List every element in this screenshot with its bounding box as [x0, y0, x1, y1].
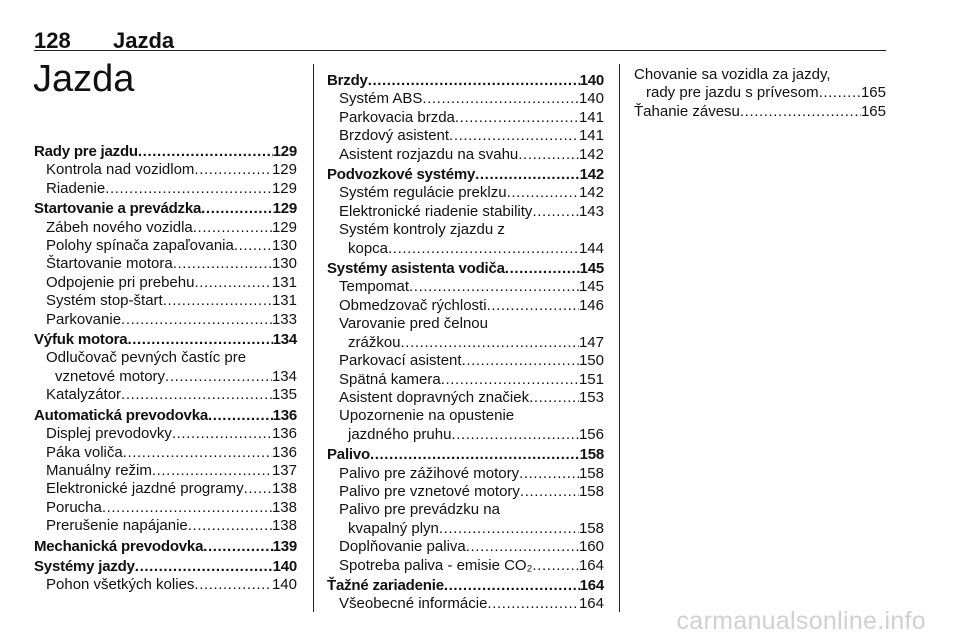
leader-dots [449, 127, 579, 145]
toc-entry[interactable] [327, 203, 604, 221]
toc-entry-label: Startovanie a prevádzka [34, 200, 202, 218]
toc-entry-label: Automatická prevodovka [34, 406, 208, 424]
leader-dots [466, 538, 579, 556]
leader-dots [152, 462, 272, 480]
toc-entry-label: Brzdy [327, 72, 368, 89]
toc-page-number: 129 [271, 179, 297, 197]
toc-entry-label: Elektronické jazdné programy [46, 480, 244, 498]
toc-entry[interactable] [34, 219, 297, 237]
toc-entry[interactable] [327, 109, 604, 127]
leader-dots [127, 331, 272, 349]
toc-entry-label: Asistent dopravných značiek [339, 388, 530, 406]
toc-heading[interactable] [34, 538, 297, 556]
leader-dots [505, 260, 580, 278]
toc-page-number: 137 [271, 461, 297, 479]
toc-entry-text: Palivo pre prevádzku na [339, 501, 500, 519]
toc-entry-label: Systém ABS [339, 90, 423, 108]
toc-entry-label: Displej prevodovky [46, 425, 172, 443]
toc-page-number: 129 [271, 161, 297, 179]
toc-page-number: 129 [271, 218, 297, 236]
leader-dots [487, 595, 579, 613]
toc-page-number: 140 [271, 576, 297, 594]
leader-dots [370, 446, 580, 464]
toc-entry[interactable] [327, 334, 604, 352]
toc-entry[interactable] [327, 90, 604, 108]
toc-page-number: 130 [271, 255, 297, 273]
toc-page-number: 141 [578, 127, 604, 145]
leader-dots [208, 407, 273, 425]
toc-entry-text: Varovanie pred čelnou [339, 315, 488, 333]
toc-entry-label: Kontrola nad vozidlom [46, 161, 195, 179]
toc-entry-label: Systémy jazdy [34, 557, 135, 575]
toc-entry[interactable] [34, 444, 297, 462]
leader-dots [172, 425, 272, 443]
toc-column-1 [34, 143, 297, 595]
toc-entry-label: Palivo pre vznetové motory [339, 482, 520, 500]
toc-entry[interactable] [634, 84, 886, 102]
toc-page-number: 136 [271, 425, 297, 443]
toc-entry[interactable] [34, 576, 297, 594]
toc-entry[interactable] [327, 297, 604, 315]
toc-entry-label: Prerušenie napájanie [46, 517, 188, 535]
toc-heading[interactable] [34, 558, 297, 576]
leader-dots [529, 389, 579, 407]
toc-entry[interactable] [34, 462, 297, 480]
toc-entry[interactable] [327, 389, 604, 407]
column-divider [619, 64, 620, 612]
leader-dots [173, 255, 272, 273]
leader-dots [422, 90, 579, 108]
toc-page-number: 153 [578, 388, 604, 406]
toc-entry-label: Parkovací asistent [339, 352, 462, 370]
toc-entry[interactable] [634, 103, 886, 121]
leader-dots [163, 292, 272, 310]
toc-page-number: 160 [578, 538, 604, 556]
leader-dots [518, 146, 579, 164]
toc-entry-label: Elektronické riadenie stability [339, 202, 533, 220]
toc-page-number: 158 [578, 464, 604, 482]
toc-entry[interactable] [327, 146, 604, 164]
leader-dots [203, 538, 272, 556]
toc-entry[interactable] [327, 371, 604, 389]
toc-entry[interactable] [327, 557, 604, 575]
toc-entry[interactable] [34, 480, 297, 498]
leader-dots [444, 577, 580, 595]
leader-dots [532, 203, 579, 221]
toc-heading[interactable] [327, 166, 604, 184]
toc-entry-label: Manuálny režim [46, 461, 152, 479]
leader-dots [439, 520, 579, 538]
toc-entry-label: Polohy spínača zapaľovania [46, 237, 234, 255]
toc-entry-label: Obmedzovač rýchlosti [339, 296, 487, 314]
toc-page-number: 131 [271, 273, 297, 291]
toc-page-number: 150 [578, 352, 604, 370]
toc-column-3 [634, 66, 886, 121]
toc-heading[interactable] [327, 446, 604, 464]
toc-entry-text: Chovanie sa vozidla za jazdy, [634, 66, 831, 83]
toc-entry[interactable] [327, 465, 604, 483]
toc-entry[interactable] [34, 292, 297, 310]
toc-page-number: 144 [578, 239, 604, 257]
leader-dots [507, 184, 579, 202]
toc-entry-label: Štartovanie motora [46, 255, 173, 273]
toc-entry[interactable] [327, 127, 604, 145]
toc-entry-text: Upozornenie na opustenie [339, 407, 515, 425]
toc-entry-label: Podvozkové systémy [327, 166, 476, 184]
toc-page-number: 138 [271, 498, 297, 516]
toc-entry-label: Mechanická prevodovka [34, 537, 204, 555]
toc-page-number: 136 [272, 406, 297, 424]
toc-heading[interactable] [34, 331, 297, 349]
toc-page-number: 158 [579, 446, 604, 464]
toc-page-number: 142 [578, 184, 604, 202]
toc-entry-label: zrážkou [348, 333, 401, 351]
leader-dots [165, 368, 272, 386]
leader-dots [368, 72, 580, 90]
toc-column-2 [327, 72, 604, 614]
toc-page-number: 135 [271, 386, 297, 404]
toc-entry[interactable] [327, 184, 604, 202]
leader-dots [401, 334, 579, 352]
toc-page-number: 129 [272, 143, 297, 160]
toc-page-number: 145 [579, 260, 604, 278]
leader-dots [409, 278, 579, 296]
toc-entry-label: Páka voliča [46, 443, 123, 461]
toc-page-number: 140 [579, 72, 604, 89]
toc-entry-label: Ťahanie závesu [634, 102, 740, 120]
leader-dots [121, 311, 272, 329]
toc-page-number: 142 [578, 145, 604, 163]
toc-page-number: 164 [579, 576, 604, 594]
toc-page-number: 158 [578, 519, 604, 537]
leader-dots [487, 297, 579, 315]
column-divider [313, 64, 314, 612]
toc-entry-label: Parkovacia brzda [339, 108, 455, 126]
leader-dots [121, 386, 272, 404]
toc-page-number: 146 [578, 296, 604, 314]
toc-page-number: 138 [271, 480, 297, 498]
leader-dots [105, 180, 272, 198]
toc-entry[interactable] [327, 520, 604, 538]
toc-entry-label: Parkovanie [46, 310, 122, 328]
leader-dots [194, 576, 272, 594]
toc-entry-label: Palivo [327, 446, 370, 464]
toc-heading[interactable] [327, 577, 604, 595]
toc-page-number: 134 [271, 367, 297, 385]
page-number: 128 [34, 28, 71, 53]
toc-entry-label: Spätná kamera [339, 370, 441, 388]
leader-dots [532, 557, 579, 575]
toc-page-number: 145 [578, 278, 604, 296]
toc-entry[interactable] [34, 386, 297, 404]
toc-entry-label: Tempomat [339, 278, 410, 296]
toc-entry[interactable] [34, 517, 297, 535]
toc-entry[interactable] [34, 237, 297, 255]
toc-entry-label: vznetové motory [55, 367, 166, 385]
leader-dots [740, 103, 861, 121]
toc-page-number: 141 [578, 108, 604, 126]
watermark: carmanualsonline.info [676, 607, 926, 635]
toc-page-number: 131 [271, 292, 297, 310]
toc-entry[interactable] [34, 255, 297, 273]
toc-entry[interactable] [34, 161, 297, 179]
leader-dots [451, 426, 579, 444]
toc-entry-text: Systém kontroly zjazdu z [339, 221, 505, 239]
toc-page-number: 158 [578, 482, 604, 500]
leader-dots [455, 109, 579, 127]
toc-page-number: 151 [578, 370, 604, 388]
toc-page-number: 134 [272, 331, 297, 349]
toc-entry[interactable] [327, 352, 604, 370]
toc-entry-label: kvapalný plyn [348, 519, 439, 537]
toc-heading[interactable] [327, 260, 604, 278]
toc-entry-label: Zábeh nového vozidla [46, 218, 193, 236]
leader-dots [519, 465, 579, 483]
leader-dots [819, 84, 861, 102]
toc-entry-label: jazdného pruhu [348, 425, 452, 443]
toc-entry-label: Všeobecné informácie [339, 595, 488, 613]
toc-entry[interactable] [327, 240, 604, 258]
toc-entry-label: Brzdový asistent [339, 127, 450, 145]
toc-entry-label: Ťažné zariadenie [327, 576, 444, 594]
header-title: Jazda [113, 28, 175, 53]
toc-entry[interactable] [34, 274, 297, 292]
toc-heading[interactable] [34, 407, 297, 425]
toc-entry[interactable] [34, 180, 297, 198]
toc-entry-label: Porucha [46, 498, 102, 516]
toc-entry-label: Systém stop-štart [46, 292, 163, 310]
toc-entry-label: kopca [348, 239, 389, 257]
toc-page-number: 129 [272, 200, 297, 218]
toc-page-number: 143 [578, 202, 604, 220]
toc-page-number: 140 [272, 557, 297, 575]
toc-page-number: 164 [578, 595, 604, 613]
toc-entry-label: Odpojenie pri prebehu [46, 273, 195, 291]
leader-dots [135, 558, 273, 576]
leader-dots [138, 143, 273, 161]
leader-dots [123, 444, 272, 462]
leader-dots [244, 480, 272, 498]
toc-entry[interactable] [327, 483, 604, 501]
toc-entry-label: Rady pre jazdu [34, 143, 138, 160]
toc-entry-label: Spotreba paliva - emisie CO₂ [339, 556, 533, 574]
toc-heading[interactable] [34, 200, 297, 218]
toc-entry[interactable] [327, 278, 604, 296]
leader-dots [234, 237, 272, 255]
leader-dots [201, 200, 272, 218]
toc-entry-label: Katalyzátor [46, 386, 122, 404]
toc-page-number: 164 [578, 556, 604, 574]
section-title: Jazda [33, 58, 135, 100]
leader-dots [441, 371, 579, 389]
toc-entry[interactable] [34, 368, 297, 386]
leader-dots [475, 166, 579, 184]
toc-heading[interactable] [34, 143, 297, 161]
toc-entry[interactable] [34, 499, 297, 517]
header-rule [34, 50, 886, 51]
toc-entry-label: rady pre jazdu s prívesom [646, 84, 819, 102]
leader-dots [194, 274, 272, 292]
toc-page-number: 156 [578, 425, 604, 443]
toc-page-number: 165 [860, 84, 886, 102]
toc-page-number: 147 [578, 333, 604, 351]
toc-entry[interactable] [34, 311, 297, 329]
toc-entry[interactable] [327, 538, 604, 556]
toc-entry-label: Pohon všetkých kolies [46, 576, 195, 594]
leader-dots [462, 352, 579, 370]
toc-page-number: 140 [578, 90, 604, 108]
toc-entry[interactable] [34, 425, 297, 443]
toc-entry-label: Asistent rozjazdu na svahu [339, 145, 519, 163]
toc-page-number: 138 [271, 517, 297, 535]
toc-page-number: 165 [860, 102, 886, 120]
toc-page-number: 136 [271, 443, 297, 461]
leader-dots [388, 240, 579, 258]
toc-entry-label: Systémy asistenta vodiča [327, 260, 505, 278]
leader-dots [194, 161, 272, 179]
toc-entry-text: Odlučovač pevných častíc pre [46, 349, 247, 367]
leader-dots [188, 517, 272, 535]
toc-heading[interactable] [327, 72, 604, 90]
toc-entry[interactable] [327, 595, 604, 613]
toc-page-number: 139 [272, 537, 297, 555]
leader-dots [193, 219, 272, 237]
toc-entry-label: Palivo pre zážihové motory [339, 464, 520, 482]
toc-page-number: 130 [271, 237, 297, 255]
toc-page-number: 133 [271, 310, 297, 328]
toc-entry-label: Systém regulácie preklzu [339, 184, 507, 202]
toc-entry-label: Riadenie [46, 179, 106, 197]
toc-page-number: 142 [579, 166, 604, 184]
toc-entry-label: Doplňovanie paliva [339, 538, 466, 556]
toc-entry[interactable] [327, 426, 604, 444]
toc-entry-label: Výfuk motora [34, 331, 128, 349]
leader-dots [102, 499, 272, 517]
leader-dots [520, 483, 579, 501]
